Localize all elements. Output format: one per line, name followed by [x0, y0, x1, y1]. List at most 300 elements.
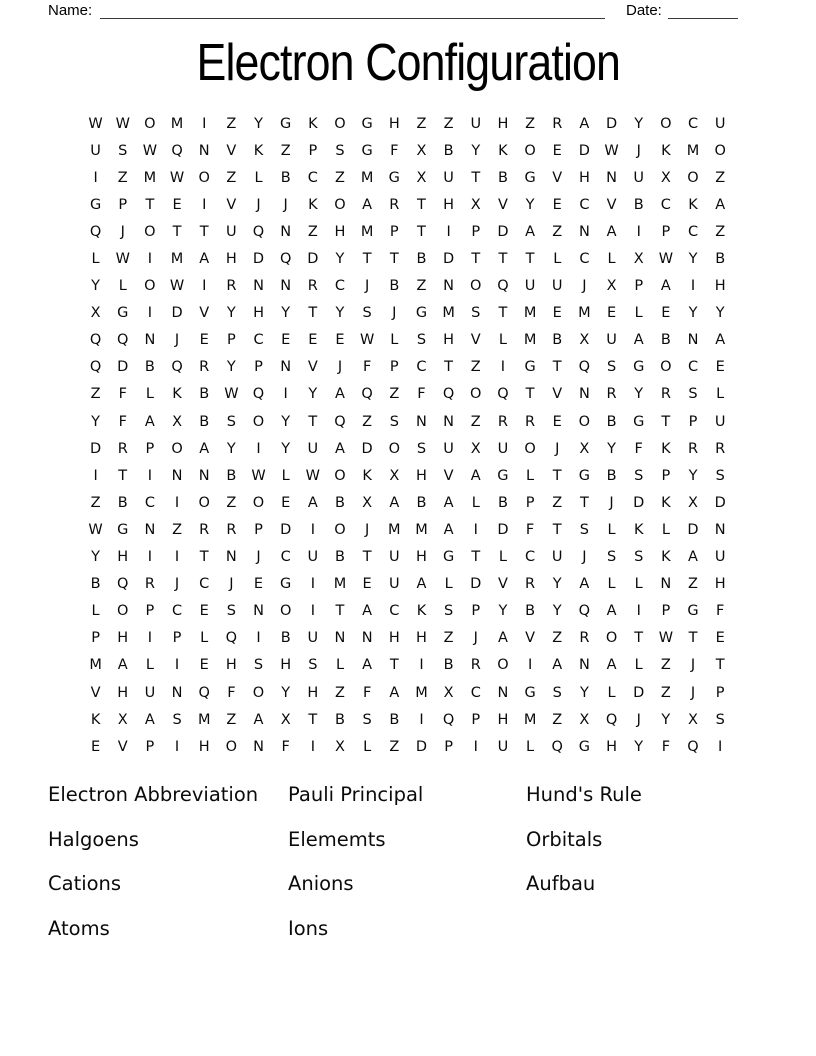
grid-cell: Y [552, 576, 562, 593]
word-list-item: Hund's Rule [526, 782, 642, 806]
grid-cell: C [199, 576, 210, 593]
grid-cell: R [389, 196, 400, 213]
grid-cell: Q [117, 332, 129, 349]
grid-cell: C [171, 603, 183, 620]
grid-cell: Z [660, 684, 671, 701]
grid-cell: H [497, 115, 509, 132]
grid-cell: Z [525, 115, 536, 132]
grid-cell: C [687, 359, 699, 376]
grid-cell: C [144, 494, 155, 511]
grid-cell: Q [89, 332, 102, 349]
grid-cell: J [120, 223, 125, 240]
grid-cell: B [90, 576, 101, 593]
grid-cell: Q [279, 251, 292, 268]
grid-cell: C [280, 549, 291, 566]
grid-cell: J [392, 305, 397, 322]
grid-cell: E [253, 576, 264, 593]
grid-cell: X [688, 494, 698, 511]
grid-cell: B [715, 251, 726, 268]
grid-cell: X [117, 711, 128, 728]
grid-cell: I [473, 738, 478, 755]
grid-cell: U [90, 142, 101, 159]
grid-cell: I [419, 711, 424, 728]
grid-cell: Z [362, 413, 373, 430]
grid-cell: S [118, 142, 128, 159]
grid-cell: I [636, 603, 641, 620]
grid-cell: F [716, 603, 725, 620]
grid-cell: P [444, 738, 453, 755]
grid-cell: N [416, 413, 427, 430]
grid-cell: Y [471, 142, 481, 159]
grid-cell: I [202, 196, 207, 213]
grid-cell: Y [308, 386, 318, 403]
grid-cell: K [416, 603, 427, 620]
grid-cell: Y [91, 278, 100, 295]
grid-cell: B [497, 169, 508, 186]
grid-cell: F [362, 684, 372, 701]
grid-cell: D [307, 251, 319, 268]
grid-cell: A [660, 278, 671, 295]
grid-cell: I [446, 223, 451, 240]
grid-cell: L [553, 251, 562, 268]
grid-cell: X [443, 684, 454, 701]
grid-cell: V [226, 142, 237, 159]
grid-cell: T [498, 251, 508, 268]
grid-cell: L [661, 521, 670, 538]
grid-cell: H [443, 196, 455, 213]
grid-cell: D [687, 521, 699, 538]
grid-cell: O [171, 440, 183, 457]
grid-cell: K [688, 196, 698, 213]
grid-cell: L [498, 549, 507, 566]
grid-cell: O [198, 494, 210, 511]
grid-cell: A [470, 467, 481, 484]
grid-cell: Q [551, 738, 563, 755]
grid-cell: Q [497, 278, 509, 295]
grid-cell: J [582, 278, 587, 295]
page-title: Electron Configuration [196, 34, 620, 92]
grid-cell: G [578, 738, 591, 755]
grid-cell: T [362, 251, 372, 268]
grid-cell: Q [225, 630, 238, 647]
grid-cell: I [256, 440, 261, 457]
grid-cell: X [606, 278, 617, 295]
grid-cell: E [552, 413, 562, 430]
grid-cell: U [470, 115, 482, 132]
grid-cell: P [661, 467, 671, 484]
grid-cell: S [362, 711, 372, 728]
grid-cell: B [280, 630, 291, 647]
grid-cell: Z [226, 169, 237, 186]
grid-cell: P [389, 223, 399, 240]
grid-cell: A [362, 657, 373, 674]
grid-cell: N [660, 576, 672, 593]
grid-cell: C [525, 549, 536, 566]
grid-cell: F [362, 359, 372, 376]
grid-cell: A [117, 657, 128, 674]
grid-cell: Y [688, 251, 698, 268]
grid-cell: U [551, 549, 563, 566]
grid-cell: W [169, 169, 185, 186]
grid-cell: J [283, 196, 288, 213]
grid-cell: Y [607, 440, 616, 457]
grid-cell: X [416, 142, 427, 159]
grid-cell: C [389, 603, 400, 620]
grid-cell: G [687, 603, 699, 620]
grid-cell: K [362, 467, 372, 484]
grid-cell: T [362, 549, 372, 566]
grid-cell: H [416, 467, 427, 484]
grid-cell: V [606, 196, 617, 213]
grid-cell: O [470, 278, 482, 295]
grid-cell: Z [226, 115, 237, 132]
grid-cell: I [174, 738, 180, 755]
grid-cell: O [334, 467, 346, 484]
grid-cell: Z [416, 278, 427, 295]
grid-cell: U [226, 223, 237, 240]
grid-cell: T [525, 251, 535, 268]
grid-cell: H [714, 278, 726, 295]
grid-cell: B [335, 494, 345, 511]
grid-cell: A [253, 711, 264, 728]
grid-cell: J [365, 278, 370, 295]
grid-cell: E [552, 142, 562, 159]
grid-cell: S [416, 332, 427, 349]
grid-cell: V [552, 169, 563, 186]
grid-cell: R [525, 576, 536, 593]
grid-cell: D [605, 115, 618, 132]
grid-cell: U [714, 115, 726, 132]
grid-cell: Y [226, 305, 236, 322]
grid-cell: P [226, 332, 236, 349]
grid-cell: P [715, 684, 725, 701]
grid-cell: Z [226, 711, 237, 728]
grid-cell: W [115, 251, 130, 268]
grid-cell: C [687, 223, 699, 240]
grid-cell: O [252, 494, 265, 511]
grid-cell: G [415, 305, 428, 322]
grid-cell: P [118, 196, 128, 213]
grid-cell: A [443, 521, 454, 538]
grid-cell: R [226, 278, 237, 295]
date-label: Date: [626, 2, 662, 19]
grid-cell: M [415, 521, 428, 538]
grid-cell: J [690, 657, 696, 674]
grid-cell: T [552, 521, 562, 538]
grid-cell: L [145, 657, 154, 674]
grid-cell: S [688, 386, 698, 403]
grid-cell: G [388, 169, 400, 186]
grid-cell: R [199, 521, 210, 538]
grid-cell: O [252, 684, 265, 701]
grid-cell: Q [334, 413, 346, 430]
grid-cell: B [280, 169, 291, 186]
grid-cell: C [660, 196, 671, 213]
grid-cell: P [661, 223, 671, 240]
grid-cell: B [335, 549, 345, 566]
grid-cell: T [308, 413, 318, 430]
grid-cell: K [308, 196, 318, 213]
grid-cell: I [147, 467, 153, 484]
grid-cell: A [552, 657, 563, 674]
grid-cell: S [226, 413, 236, 430]
grid-cell: R [579, 630, 590, 647]
grid-cell: Z [552, 494, 563, 511]
grid-cell: N [497, 684, 509, 701]
grid-cell: O [144, 223, 156, 240]
name-fill-line [100, 1, 605, 19]
grid-cell: G [361, 115, 373, 132]
grid-cell: I [93, 169, 98, 186]
grid-cell: C [470, 684, 481, 701]
grid-cell: T [389, 657, 399, 674]
grid-cell: Y [281, 413, 291, 430]
grid-cell: L [363, 738, 372, 755]
word-list [0, 772, 816, 956]
grid-cell: H [253, 305, 264, 322]
grid-cell: A [579, 576, 590, 593]
grid-cell: Y [281, 684, 291, 701]
grid-cell: Y [634, 115, 644, 132]
grid-cell: N [606, 169, 617, 186]
grid-cell: A [389, 494, 400, 511]
grid-cell: N [443, 413, 455, 430]
grid-cell: E [335, 332, 345, 349]
name-label: Name: [48, 2, 93, 19]
grid-cell: B [660, 332, 671, 349]
grid-cell: B [226, 467, 237, 484]
grid-cell: Y [715, 305, 725, 322]
grid-cell: T [715, 657, 725, 674]
grid-cell: T [417, 223, 426, 240]
grid-cell: Z [552, 711, 563, 728]
grid-cell: P [254, 359, 263, 376]
grid-cell: R [687, 440, 699, 457]
grid-cell: L [118, 278, 127, 295]
grid-cell: G [280, 576, 292, 593]
grid-cell: R [307, 278, 318, 295]
grid-cell: Q [442, 386, 455, 403]
grid-cell: C [579, 251, 590, 268]
grid-cell: F [634, 440, 643, 457]
grid-cell: H [307, 684, 319, 701]
grid-cell: K [661, 142, 671, 159]
grid-cell: L [716, 386, 725, 403]
grid-cell: Y [335, 305, 345, 322]
grid-cell: N [578, 386, 590, 403]
grid-cell: I [310, 576, 315, 593]
grid-cell: Y [688, 305, 698, 322]
grid-cell: Y [661, 711, 671, 728]
grid-cell: Q [89, 359, 102, 376]
grid-cell: L [607, 521, 616, 538]
word-list-item: Ions [288, 917, 329, 941]
grid-cell: O [198, 169, 210, 186]
grid-cell: D [443, 251, 455, 268]
grid-cell: N [280, 278, 292, 295]
grid-cell: I [147, 549, 153, 566]
grid-cell: G [117, 305, 129, 322]
grid-cell: U [307, 440, 319, 457]
grid-cell: A [144, 413, 155, 430]
grid-cell: L [634, 305, 643, 322]
grid-cell: B [117, 494, 128, 511]
grid-cell: W [658, 630, 674, 647]
grid-cell: P [471, 603, 481, 620]
grid-cell: D [633, 684, 645, 701]
grid-cell: B [199, 413, 210, 430]
grid-cell: V [552, 386, 563, 403]
grid-cell: J [256, 196, 261, 213]
grid-cell: Z [715, 169, 726, 186]
grid-cell: B [199, 386, 210, 403]
grid-cell: I [174, 549, 180, 566]
grid-cell: A [199, 440, 210, 457]
grid-cell: B [497, 494, 508, 511]
grid-cell: H [117, 684, 129, 701]
grid-cell: Z [335, 684, 345, 701]
grid-cell: Z [90, 386, 101, 403]
grid-cell: E [199, 332, 209, 349]
grid-cell: I [93, 467, 98, 484]
grid-cell: Z [715, 223, 726, 240]
grid-cell: Q [171, 142, 183, 159]
grid-cell: R [715, 440, 726, 457]
grid-cell: T [579, 494, 589, 511]
grid-cell: J [555, 440, 560, 457]
grid-cell: H [497, 711, 509, 728]
word-list-item: Aufbau [526, 872, 596, 896]
grid-cell: N [253, 603, 264, 620]
grid-cell: L [254, 169, 263, 186]
grid-cell: G [442, 549, 455, 566]
grid-cell: I [202, 115, 207, 132]
grid-cell: Z [172, 521, 183, 538]
grid-cell: L [91, 603, 100, 620]
grid-cell: X [335, 738, 345, 755]
grid-cell: R [497, 413, 508, 430]
grid-cell: Q [117, 576, 129, 593]
grid-cell: U [307, 630, 319, 647]
grid-cell: X [470, 196, 481, 213]
grid-cell: Q [605, 711, 618, 728]
grid-cell: T [389, 251, 399, 268]
grid-cell: H [388, 630, 400, 647]
grid-cell: Z [443, 115, 454, 132]
grid-cell: E [308, 332, 318, 349]
grid-cell: O [578, 413, 591, 430]
grid-cell: X [579, 711, 590, 728]
grid-cell: K [498, 142, 508, 159]
grid-cell: R [606, 386, 617, 403]
grid-cell: X [688, 711, 698, 728]
grid-cell: L [335, 657, 345, 674]
grid-cell: A [144, 711, 155, 728]
word-list-column-1 [48, 772, 258, 951]
grid-cell: N [280, 359, 292, 376]
grid-cell: L [607, 684, 616, 701]
word-list-item: Orbitals [526, 827, 603, 851]
grid-cell: F [118, 386, 127, 403]
grid-cell: H [606, 738, 617, 755]
grid-cell: Q [89, 223, 102, 240]
grid-cell: C [253, 332, 264, 349]
grid-cell: N [198, 467, 210, 484]
grid-cell: H [416, 630, 427, 647]
grid-cell: A [715, 332, 726, 349]
grid-cell: I [718, 738, 723, 755]
grid-cell: L [471, 494, 480, 511]
grid-cell: W [658, 251, 674, 268]
grid-cell: V [117, 738, 128, 755]
grid-cell: K [661, 494, 671, 511]
grid-cell: G [497, 467, 509, 484]
grid-cell: E [199, 603, 209, 620]
grid-cell: Z [552, 223, 563, 240]
grid-cell: H [416, 549, 427, 566]
grid-cell: Z [389, 738, 400, 755]
grid-cell: S [606, 359, 617, 376]
grid-cell: R [117, 440, 128, 457]
grid-cell: S [389, 413, 399, 430]
grid-cell: O [605, 630, 618, 647]
grid-cell: Y [91, 549, 100, 566]
grid-cell: I [310, 738, 315, 755]
grid-cell: V [525, 630, 536, 647]
grid-cell: D [470, 576, 482, 593]
grid-cell: A [633, 332, 644, 349]
grid-cell: U [443, 440, 454, 457]
grid-cell: T [308, 711, 318, 728]
grid-cell: M [360, 223, 374, 240]
grid-cell: M [442, 305, 455, 322]
grid-cell: N [171, 684, 183, 701]
grid-cell: V [199, 305, 210, 322]
grid-cell: Q [252, 223, 265, 240]
grid-cell: N [578, 657, 590, 674]
grid-cell: G [361, 142, 373, 159]
grid-cell: V [497, 196, 508, 213]
grid-cell: I [310, 603, 315, 620]
grid-cell: H [388, 115, 400, 132]
grid-cell: N [687, 332, 699, 349]
grid-cell: Z [117, 169, 128, 186]
word-list-column-3 [526, 772, 642, 906]
grid-cell: U [714, 413, 726, 430]
grid-cell: Y [281, 440, 291, 457]
grid-cell: F [417, 386, 426, 403]
grid-cell: J [174, 576, 180, 593]
grid-cell: X [280, 711, 291, 728]
grid-cell: I [636, 223, 641, 240]
grid-cell: G [280, 115, 292, 132]
grid-cell: L [444, 576, 453, 593]
grid-cell: O [334, 196, 346, 213]
grid-cell: D [633, 494, 645, 511]
grid-cell: C [687, 115, 699, 132]
grid-cell: X [172, 413, 183, 430]
word-list-item: Electron Abbreviation [48, 782, 259, 806]
grid-cell: Z [416, 115, 427, 132]
grid-cell: C [416, 359, 427, 376]
grid-cell: Z [307, 223, 318, 240]
grid-cell: U [497, 440, 509, 457]
grid-cell: D [252, 251, 265, 268]
grid-cell: N [443, 278, 455, 295]
grid-cell: G [524, 169, 536, 186]
grid-cell: A [335, 440, 345, 457]
word-grid [82, 110, 734, 760]
